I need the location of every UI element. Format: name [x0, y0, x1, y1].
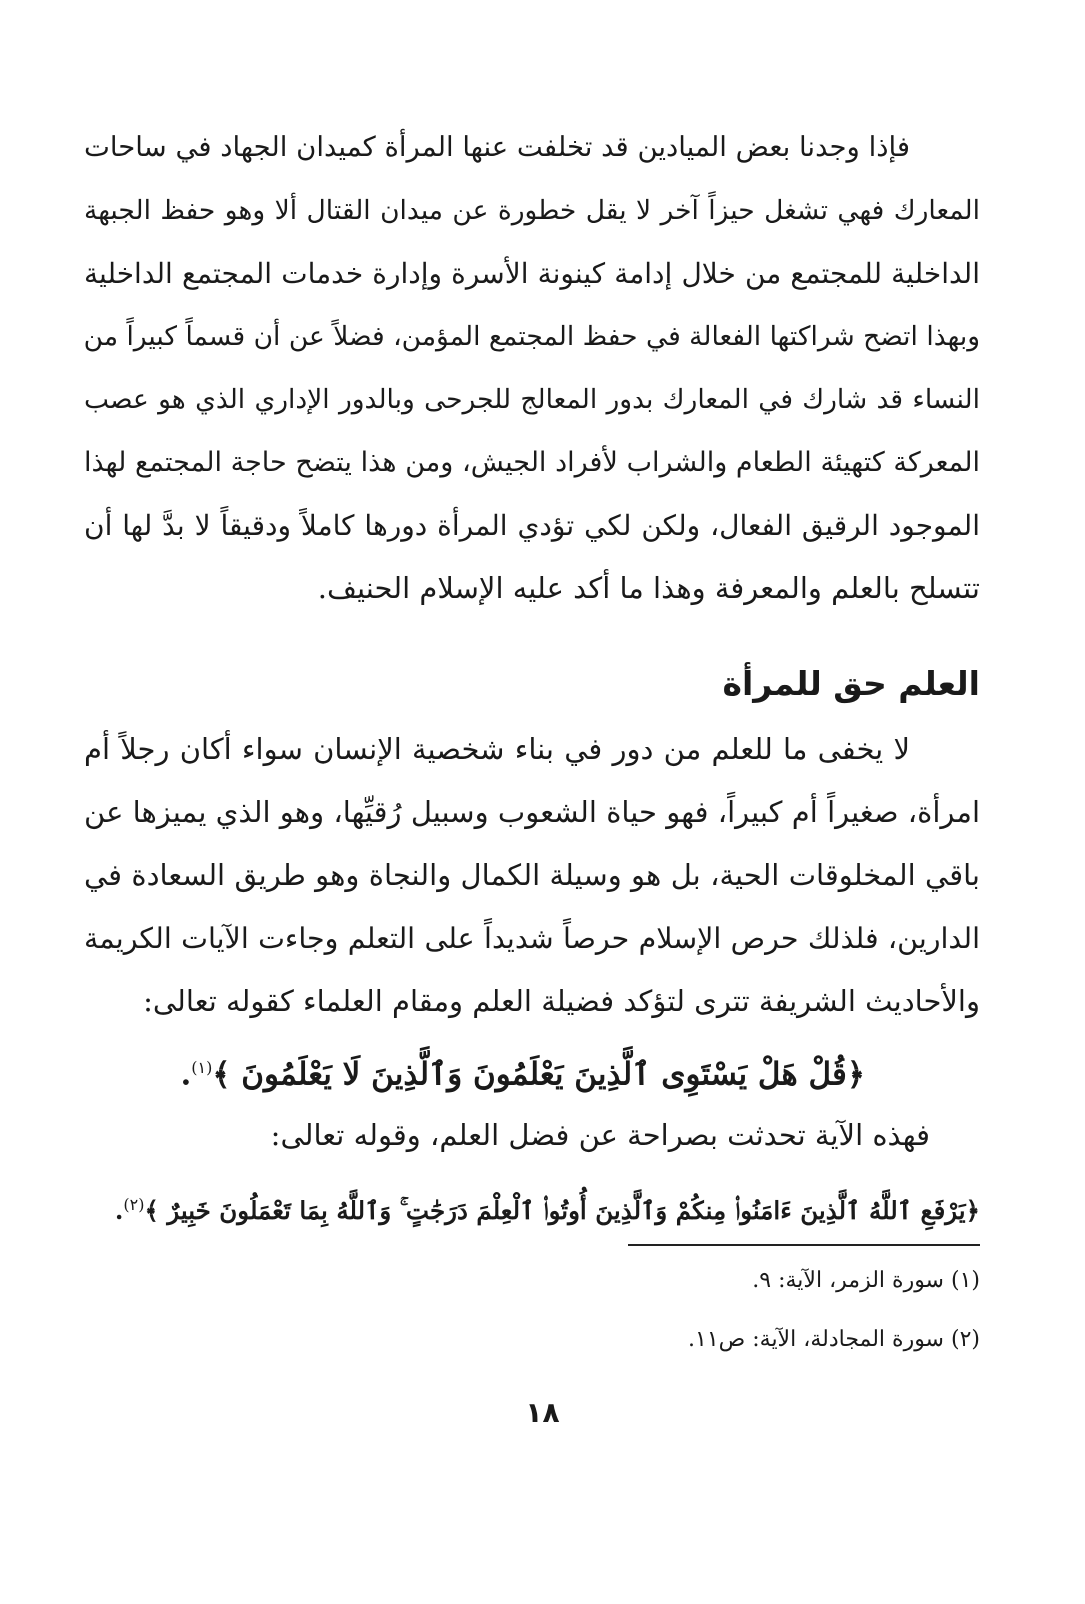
footnote-divider [628, 1244, 980, 1246]
footnote-reference: (١) [191, 1058, 213, 1077]
paragraph-line: وبهذا اتضح شراكتها الفعالة في حفظ المجتمع المؤمن، فضلاً عن أن قسماً كبيراً من [83, 321, 980, 352]
paragraph-line: الداخلية للمجتمع من خلال إدامة كينونة الأسرة وإدارة خدمات المجتمع الداخلية [84, 257, 980, 290]
paragraph-line: المعارك فهي تشغل حيزاً آخر لا يقل خطورة عن ميدان القتال ألا وهو حفظ الجبهة [84, 195, 980, 226]
paragraph-line: فإذا وجدنا بعض الميادين قد تخلفت عنها المرأة كميدان الجهاد في ساحات [84, 131, 910, 163]
page-number: ١٨ [525, 1396, 560, 1429]
verse-end-mark: . [114, 1196, 124, 1226]
verse-introduction: فهذه الآية تحدثت بصراحة عن فضل العلم، وقوله تعالى: [270, 1118, 930, 1152]
paragraph-line: تتسلح بالعلم والمعرفة وهذا ما أكد عليه الإسلام الحنيف. [317, 571, 980, 605]
paragraph-line: والأحاديث الشريفة تترى لتؤكد فضيلة العلم ومقام العلماء كقوله تعالى: [143, 984, 980, 1018]
footnote: (١) سورة الزمر، الآية: ٩. [752, 1268, 980, 1293]
footnote: (٢) سورة المجادلة، الآية: ص١١. [688, 1327, 980, 1352]
body-paragraph-2 [84, 718, 980, 1033]
paragraph-line: النساء قد شارك في المعارك بدور المعالج للجرحى وبالدور الإداري الذي هو عصب [84, 384, 980, 415]
paragraph-line: الموجود الرقيق الفعال، ولكن لكي تؤدي المرأة دورها كاملاً ودقيقاً لا بدَّ لها أن [84, 509, 980, 542]
paragraph-line: الدارين، فلذلك حرص الإسلام حرصاً شديداً على التعلم وجاءت الآيات الكريمة [84, 922, 980, 955]
quran-verse-2 [115, 1180, 980, 1236]
quran-verse-1 [180, 1043, 865, 1099]
paragraph-line: امرأة، صغيراً أم كبيراً، فهو حياة الشعوب وسبيل رُقيِّها، وهو الذي يميزها عن [84, 795, 980, 829]
section-heading: العلم حق للمرأة [722, 664, 980, 703]
body-paragraph-1 [84, 116, 980, 620]
verse-text: ﴿يَرْفَعِ ٱللَّهُ ٱلَّذِينَ ءَامَنُوا۟ مِنكُمْ وَٱلَّذِينَ أُوتُوا۟ ٱلْعِلْمَ دَرَجَٰتٍ ۚ وَٱللَّهُ بِمَا تَعْمَلُونَ خَبِيرٌ ﴾ [144, 1196, 980, 1226]
paragraph-line: المعركة كتهيئة الطعام والشراب لأفراد الجيش، ومن هذا يتضح حاجة المجتمع لهذا [84, 447, 980, 478]
paragraph-line: باقي المخلوقات الحية، بل هو وسيلة الكمال والنجاة وهو طريق السعادة في [84, 858, 980, 892]
verse-end-mark: . [180, 1056, 192, 1093]
footnote-reference: (٢) [123, 1195, 145, 1214]
verse-text: ﴿قُلْ هَلْ يَسْتَوِى ٱلَّذِينَ يَعْلَمُونَ وَٱلَّذِينَ لَا يَعْلَمُونَ ﴾ [212, 1056, 865, 1093]
paragraph-line: لا يخفى ما للعلم من دور في بناء شخصية الإنسان سواء أكان رجلاً أم [84, 732, 910, 766]
